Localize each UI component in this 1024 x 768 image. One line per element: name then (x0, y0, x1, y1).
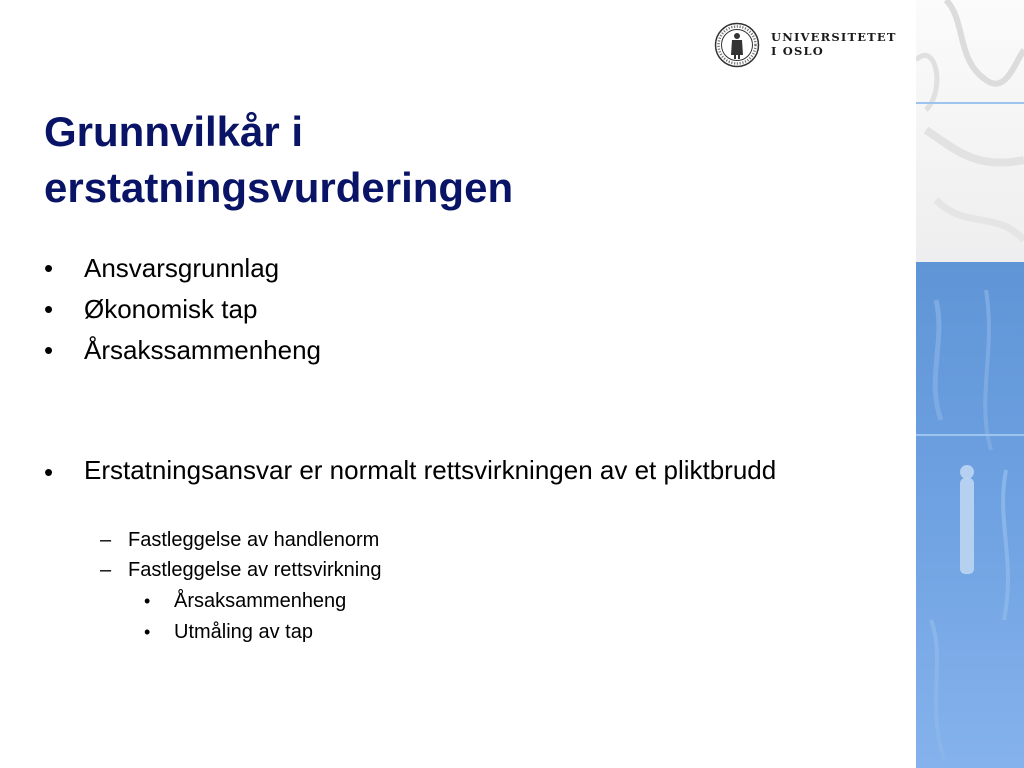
decorative-side-panel (916, 0, 1024, 768)
bullet-marker: • (144, 591, 151, 611)
university-seal-icon (714, 22, 760, 68)
title-line-1: Grunnvilkår i (44, 108, 304, 155)
logo-line-2: I OSLO (771, 44, 825, 58)
sub-sub-bullet-text: Utmåling av tap (174, 621, 313, 643)
bullet-text: Årsakssammenheng (84, 335, 321, 365)
bullet-marker: • (44, 335, 54, 365)
bullet-marker: • (144, 622, 151, 642)
logo-line-1: UNIVERSITETET (771, 30, 897, 44)
side-panel-divider (916, 434, 1024, 436)
university-logo-text (771, 30, 921, 58)
bullet-marker: • (44, 294, 54, 324)
dash-marker: – (100, 529, 112, 551)
sub-sub-bullet-text: Årsaksammenheng (174, 590, 347, 612)
sub-bullet-text: Fastleggelse av handlenorm (128, 529, 380, 551)
bullet-marker: • (44, 253, 54, 283)
slide-title (44, 104, 744, 216)
dash-marker: – (100, 559, 112, 581)
side-panel-divider (916, 102, 1024, 104)
bullet-text: Erstatningsansvar er normalt rettsvirkningen av et pliktbrudd (84, 455, 777, 485)
bullet-marker: • (44, 457, 54, 487)
statue-relief-image (916, 0, 1024, 768)
bullet-text: Økonomisk tap (84, 294, 258, 324)
sub-bullet-text: Fastleggelse av rettsvirkning (128, 559, 382, 581)
university-logo (714, 22, 914, 70)
title-line-2: erstatningsvurderingen (44, 164, 514, 211)
bullet-text: Ansvarsgrunnlag (84, 253, 280, 283)
